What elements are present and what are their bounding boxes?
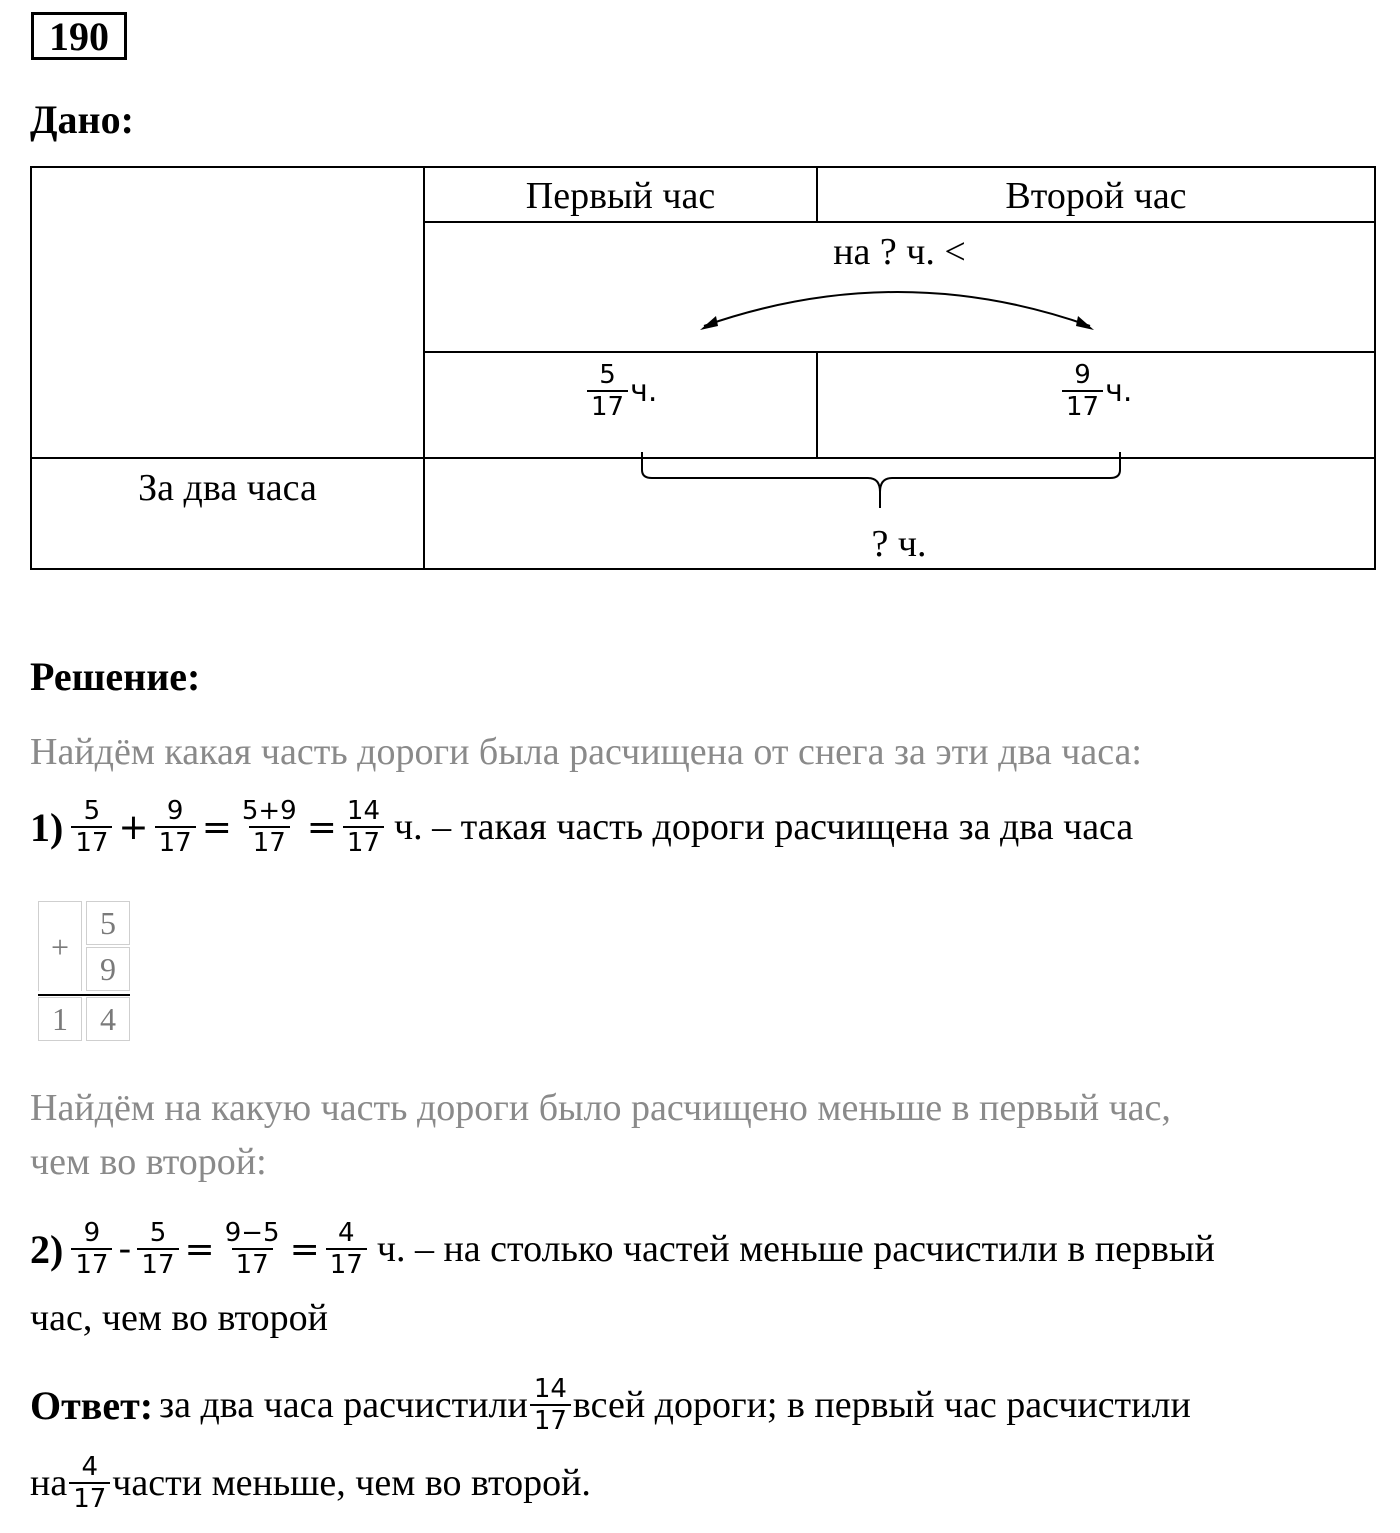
comparison-arrow	[704, 292, 1090, 326]
answer-line1: Ответ: за два часа расчистили $\frac{14}{17}$ всей дороги; в первый час расчистили	[30, 1374, 1191, 1436]
fraction: $\frac{9-5}{17}$	[224, 1218, 280, 1280]
answer-line2: на $\frac{4}{17}$ части меньше, чем во второй.	[30, 1452, 591, 1514]
fraction: $\frac{5}{17}$	[71, 796, 112, 858]
step2-intro-line2: чем во второй:	[30, 1141, 267, 1183]
solution-heading: Решение:	[30, 654, 201, 699]
addend-bottom: 9	[86, 947, 130, 991]
comparison-label: на ? ч. <	[833, 231, 966, 273]
fraction: $\frac{5+9}{17}$	[241, 796, 297, 858]
column-header-second-hour: Второй час	[1005, 175, 1187, 217]
fraction: $\frac{5}{17}$	[587, 360, 628, 422]
arrowhead-right	[1076, 316, 1094, 330]
given-heading: Дано:	[30, 97, 134, 142]
sum-units: 4	[86, 997, 130, 1041]
sum-tens: 1	[38, 997, 82, 1041]
plus-sign: +	[38, 901, 82, 991]
second-hour-value: $\frac{9}{17}$ ч.	[1060, 360, 1132, 422]
fraction: $\frac{9}{17}$	[155, 796, 196, 858]
step2-intro-line1: Найдём на какую часть дороги было расчищено меньше в первый час,	[30, 1087, 1171, 1129]
total-brace	[642, 452, 1120, 508]
fraction: $\frac{4}{17}$	[326, 1218, 367, 1280]
answer-label: Ответ:	[30, 1382, 154, 1428]
given-table	[0, 0, 1400, 600]
fraction: $\frac{4}{17}$	[69, 1452, 110, 1514]
problem-number: 190	[31, 12, 127, 60]
fraction: $\frac{9}{17}$	[1062, 360, 1103, 422]
arrowhead-left	[700, 316, 718, 330]
step2-tail-line2: час, чем во второй	[30, 1297, 328, 1339]
row-label-two-hours: За два часа	[138, 467, 317, 509]
fraction: $\frac{9}{17}$	[71, 1218, 112, 1280]
fraction: $\frac{5}{17}$	[137, 1218, 178, 1280]
fraction: $\frac{14}{17}$	[343, 796, 384, 858]
fraction: $\frac{14}{17}$	[530, 1374, 571, 1436]
sum-line	[38, 994, 130, 996]
first-hour-value: $\frac{5}{17}$ ч.	[585, 360, 657, 422]
column-header-first-hour: Первый час	[525, 175, 716, 217]
step1-equation: 1) $\frac{5}{17}$ + $\frac{9}{17}$ = $\frac{5+9}{17}$ = $\frac{14}{17}$ ч. – такая часть дороги расчищена за два часа	[30, 796, 1134, 858]
addend-top: 5	[86, 901, 130, 945]
total-question: ? ч.	[871, 523, 927, 565]
step2-equation: 2) $\frac{9}{17}$ - $\frac{5}{17}$ = $\frac{9-5}{17}$ = $\frac{4}{17}$ ч. – на столько частей меньше расчистили в первый	[30, 1218, 1215, 1280]
step1-intro: Найдём какая часть дороги была расчищена от снега за эти два часа:	[30, 731, 1142, 773]
